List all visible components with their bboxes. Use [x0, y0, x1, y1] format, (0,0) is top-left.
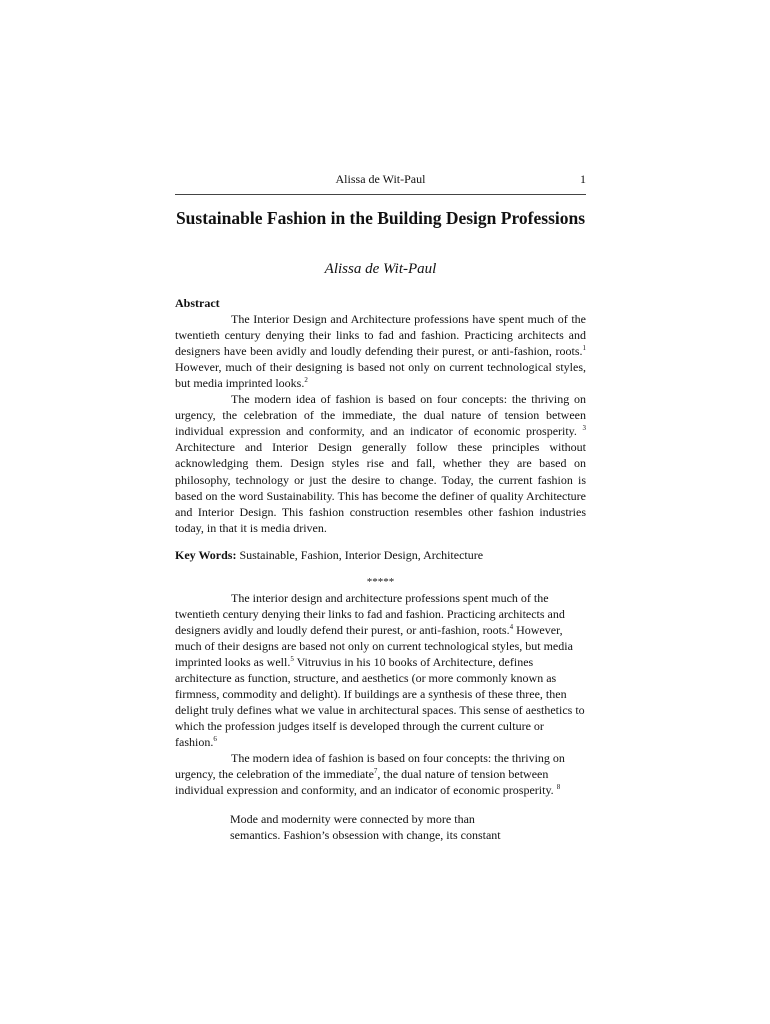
- quote-line: Mode and modernity were connected by more than: [230, 812, 475, 827]
- body-paragraph: The interior design and architecture professions spent much of the twentieth century denying their links to fad and fashion. Practicing architects and designers avidly and loudly defend their purest, or anti-fashion, roots.$^4$ However, much of their designs are based not only on current technological styles, but media imprinted looks as well.$^5$ Vitruvius in his 10 books of Architecture, defines architecture as function, structure, and aesthetics (or more commonly known as firmness, commodity and delight). If buildings are a synthesis of these three, then delight truly defines what we value in architectural spaces. This sense of aesthetics to which the profession judges itself is developed through the current culture or fashion.$^6$: [175, 590, 585, 750]
- footnote-ref: 5: [290, 654, 294, 663]
- footnote-ref: 4: [509, 622, 514, 631]
- abstract-paragraph: The Interior Design and Architecture professions have spent much of the twentieth century denying their links to fad and fashion. Practicing architects and designers have been avidly and loudly defending their purest, or anti-fashion, roots.$^1$ However, much of their designing is based not only on current technological styles, but media imprinted looks.$^2$: [175, 312, 586, 391]
- quote-line: semantics. Fashion’s obsession with change, its constant: [230, 828, 501, 843]
- paper-title: Sustainable Fashion in the Building Design Professions: [175, 208, 586, 228]
- footnote-ref: 2: [304, 376, 308, 385]
- footnote-ref: 1: [582, 344, 586, 353]
- running-head: Alissa de Wit-Paul: [335, 172, 426, 186]
- footnote-ref: 3: [582, 424, 586, 433]
- footnote-ref: 7: [373, 767, 378, 776]
- abstract-paragraph: The modern idea of fashion is based on four concepts: the thriving on urgency, the celebration of the immediate, the dual nature of tension between individual expression and conformity, and an indicator of economic prosperity. $^3$ Architecture and Interior Design generally follow these principles without acknowledging them. Design styles rise and fall, whether they are based on philosophy, technology or just the desire to change. Today, the current fashion is based on the word Sustainability. This has become the definer of quality Architecture and Interior Design. This fashion construction resembles other fashion industries today, in that it is media driven.: [175, 392, 586, 535]
- keywords-line: Key Words: Sustainable, Fashion, Interior Design, Architecture: [175, 547, 484, 562]
- keywords-label: Key Words:: [175, 547, 237, 562]
- paper-content: [175, 295, 586, 844]
- footnote-ref: 8: [556, 783, 561, 792]
- page-number: 1: [580, 172, 586, 186]
- body-paragraph: The modern idea of fashion is based on four concepts: the thriving on urgency, the celebration of the immediate$^7$, the dual nature of tension between individual expression and conformity, and an indicator of economic prosperity. $^8$: [175, 751, 565, 798]
- footnote-ref: 6: [213, 735, 217, 744]
- block-quote: [230, 811, 586, 843]
- section-separator: *****: [366, 575, 395, 588]
- abstract-heading: Abstract: [175, 296, 220, 310]
- page-header: [175, 172, 586, 195]
- author-name: Alissa de Wit-Paul: [324, 261, 437, 277]
